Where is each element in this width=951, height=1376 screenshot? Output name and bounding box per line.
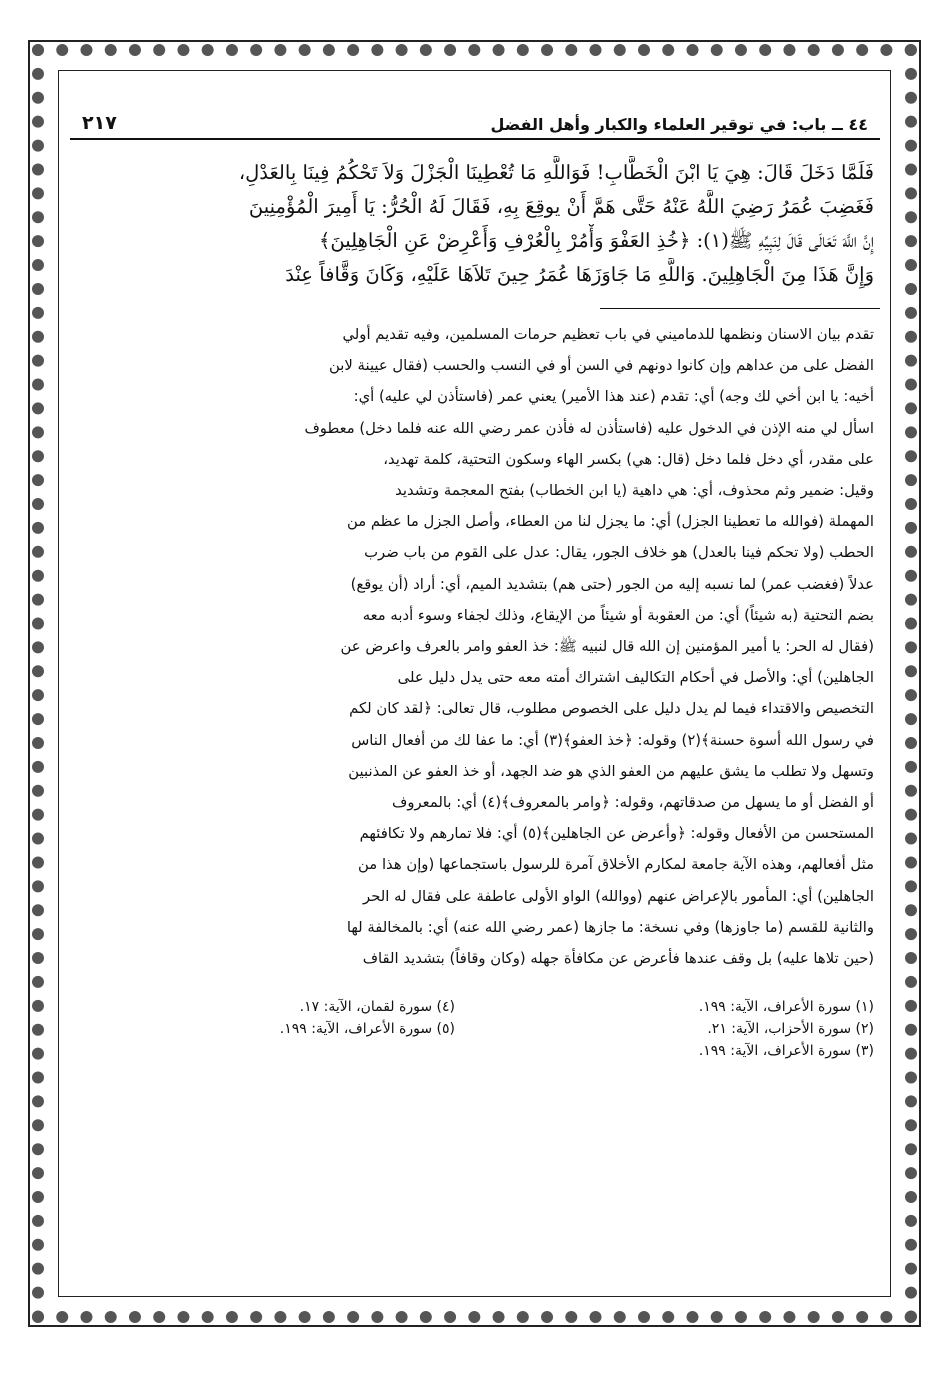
commentary-line: والثانية للقسم (ما جاوزها) وفي نسخة: ما جازها (عمر رضي الله عنه) أي: بالمخالفة لها: [346, 918, 874, 936]
page-number: ٢١٧: [82, 112, 117, 134]
hadith-line: فَلَمَّا دَخَلَ قَالَ: هِيَ يَا ابْنَ الْخَطَّابِ! فَوَاللَّهِ مَا تُعْطِينَا الْجَزْلَ وَلاَ تَحْكُمُ فِينَا بِالعَدْلِ،: [238, 161, 874, 184]
commentary-line: أو الفضل أو ما يسهل من صدقاتهم، وقوله: ﴿وامر بالمعروف﴾(٤) أي: بالمعروف: [392, 794, 874, 812]
footnote: (٤) سورة لقمان، الآية: ١٧.: [299, 999, 455, 1016]
commentary-line: مثل أفعالهم، وهذه الآية جامعة لمكارم الأخلاق آمرة للرسول باستجماعها (وإن هذا من: [358, 856, 874, 874]
commentary-line: (فقال له الحر: يا أمير المؤمنين إن الله قال لنبيه ﷺ: خذ العفو وامر بالعرف واعرض عن: [340, 638, 874, 656]
footnotes-left-column: [76, 996, 455, 1062]
footnotes: [70, 996, 880, 1062]
commentary-line: الجاهلين) أي: والأصل في أحكام التكاليف اشتراك أمته معه حتى يدل دليل على: [397, 669, 874, 687]
footnote: (١) سورة الأعراف، الآية: ١٩٩.: [698, 999, 874, 1016]
hadith-line: فَغَضِبَ عُمَرُ رَضِيَ اللَّهُ عَنْهُ حَتَّى هَمَّ أَنْ يوقِعَ بِهِ، فَقَالَ لَهُ الْحُرُّ: يَا أَمِيرَ الْمُؤْمِنِينَ: [248, 195, 874, 218]
commentary-line: الحطب (ولا تحكم فينا بالعدل) هو خلاف الجور، يقال: عدل على القوم من باب ضرب: [364, 544, 874, 562]
commentary-line: المستحسن من الأفعال وقوله: ﴿وأعرض عن الجاهلين﴾(٥) أي: فلا تمارهم ولا تكافئهم: [359, 825, 874, 843]
commentary-line: على مقدر، أي دخل فلما دخل (قال: هي) بكسر الهاء وسكون التحتية، كلمة تهديد،: [383, 450, 874, 468]
commentary-line: اسأل لي منه الإذن في الدخول عليه (فاستأذن له فأذن عمر رضي الله عنه فلما دخل) معطوف: [304, 419, 874, 437]
commentary-line: (حين تلاها عليه) بل وقف عندها فأعرض عن مكافأة جهله (وكان وقافاً) بتشديد القاف: [362, 950, 874, 968]
commentary-line: الفضل على من عداهم وإن كانوا دونهم في السن أو في النسب والحسب (فقال عيينة لابن: [329, 357, 874, 375]
footnote: (٥) سورة الأعراف، الآية: ١٩٩.: [279, 1021, 455, 1038]
commentary-line: في رسول الله أسوة حسنة﴾(٢) وقوله: ﴿خذ العفو﴾(٣) أي: ما عفا لك من أفعال الناس: [351, 731, 874, 749]
page-header: [70, 90, 880, 140]
hadith-line: وَإِنَّ هَذَا مِنَ الْجَاهِلِينَ. وَاللَّهِ مَا جَاوَزَهَا عُمَرُ حِينَ تَلاَهَا عَلَيْهِ، وَكَانَ وَقَّافاً عِنْدَ: [285, 263, 874, 286]
separator-rule: [600, 308, 880, 309]
footnote: (٢) سورة الأحزاب، الآية: ٢١.: [707, 1021, 874, 1038]
commentary-line: وتسهل ولا تطلب ما يشق عليهم من العفو الذي هو ضد الجهد، أو خذ العفو عن المذنبين: [348, 762, 874, 780]
commentary-line: أخيه: يا ابن أخي لك وجه) أي: تقدم (عند هذا الأمير) يعني عمر (فاستأذن لي عليه) أي:: [353, 388, 874, 406]
commentary-line: التخصيص والاقتداء فيما لم يدل دليل على الخصوص مطلوب، قال تعالى: ﴿لقد كان لكم: [349, 700, 874, 718]
running-head: ٤٤ ــ باب: في توقير العلماء والكبار وأهل الفضل: [490, 115, 868, 134]
commentary-line: بضم التحتية (به شيئاً) أي: من العقوبة أو شيئاً من الإيقاع، وذلك لجفاء وسوء أدبه معه: [362, 606, 874, 624]
commentary-line: عدلاً (فغضب عمر) لما نسبه إليه من الجور (حتى هم) بتشديد الميم، أي: أراد (أن يوقع): [350, 575, 874, 593]
commentary-line: تقدم بيان الاسنان ونظمها للدماميني في باب تعظيم حرمات المسلمين، وفيه تقديم أولي: [342, 326, 874, 343]
commentary-line: وقيل: ضمير وثم محذوف، أي: هي داهية (يا ابن الخطاب) بفتح المعجمة وتشديد: [395, 482, 874, 500]
footnotes-right-column: [495, 996, 874, 1062]
footnote: (٣) سورة الأعراف، الآية: ١٩٩.: [698, 1043, 874, 1060]
commentary-text: [70, 319, 880, 974]
hadith-line: إِنَّ اللَّهَ تَعَالَى قَالَ لِنَبِيِّهِ ﷺ(١): ﴿خُذِ العَفْوَ وَأْمُرْ بِالْعُرْفِ وَأَعْرِضْ عَنِ الْجَاهِلِينَ﴾: [318, 229, 874, 252]
hadith-text: [70, 156, 880, 292]
commentary-line: الجاهلين) أي: المأمور بالإعراض عنهم (ووالله) الواو الأولى عاطفة على فقال له الحر: [363, 887, 874, 905]
commentary-line: المهملة (فوالله ما تعطينا الجزل) أي: ما يجزل لنا من العطاء، وأصل الجزل ما عظم من: [346, 513, 874, 531]
page-content: [70, 90, 880, 1290]
